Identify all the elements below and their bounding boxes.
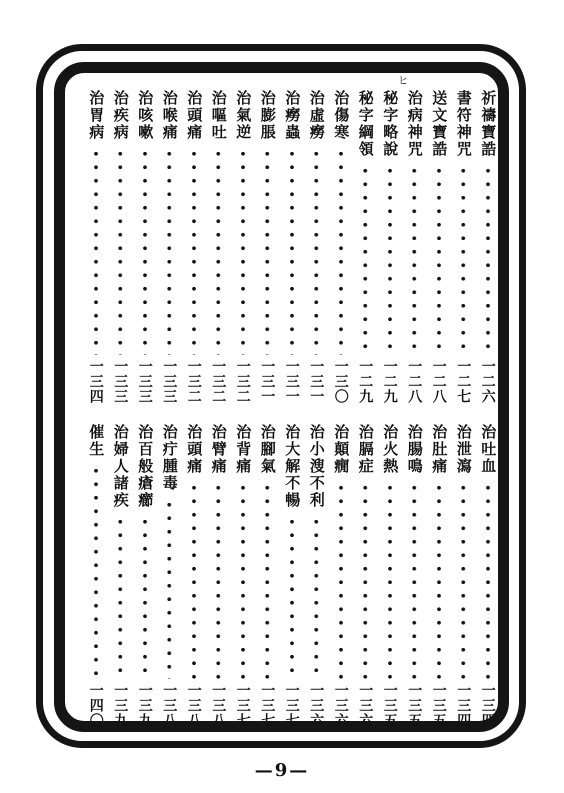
toc-entry-title: 秘字綱領 — [356, 90, 375, 158]
toc-entry-page: 一三一 — [259, 359, 276, 404]
toc-entry-title: 治小溲不利 — [307, 424, 326, 509]
toc-entry-title: 治咳嗽 — [136, 90, 155, 141]
toc-entry-page: 一三四 — [87, 359, 104, 404]
toc-entry — [206, 424, 231, 728]
toc-entry-page: 一三〇 — [332, 359, 349, 404]
toc-entry — [427, 424, 452, 728]
toc-entry-page: 一二六 — [479, 359, 496, 404]
toc-entry-title: 治頭痛 — [185, 424, 204, 475]
leader-dots — [353, 164, 378, 355]
toc-bottom-section — [84, 424, 501, 728]
toc-entry-page: 一三六 — [308, 683, 325, 728]
toc-entry-title: 治疾病 — [111, 90, 130, 141]
toc-top-section — [84, 90, 501, 404]
leader-dots — [255, 147, 280, 355]
toc-entry — [353, 424, 378, 728]
toc-entry-page: 一三三 — [161, 359, 178, 404]
toc-entry-title: 秘字略說 — [381, 90, 400, 158]
toc-entry-page: 一三六 — [357, 683, 374, 728]
toc-entry-page: 一二九 — [357, 359, 374, 404]
toc-entry — [280, 90, 305, 404]
toc-entry-title: 治大解不暢 — [283, 424, 302, 509]
toc-entry-page: 一二八 — [406, 359, 423, 404]
toc-entry — [231, 424, 256, 728]
toc-entry — [231, 90, 256, 404]
toc-entry — [108, 424, 133, 728]
toc-entry-title: 治傷寒 — [332, 90, 351, 141]
leader-dots — [402, 481, 427, 679]
leader-dots — [402, 164, 427, 355]
page-number: —9— — [254, 760, 310, 781]
leader-dots — [329, 147, 354, 355]
toc-entry-title: 祈禱寶誥 — [479, 90, 498, 158]
toc-entry-title: 治百般瘡癤 — [136, 424, 155, 509]
leader-dots — [157, 498, 182, 679]
toc-entry — [206, 90, 231, 404]
toc-entry-page: 一三八 — [210, 683, 227, 728]
toc-entry-title: 治疔腫毒 — [160, 424, 179, 492]
leader-dots — [427, 164, 452, 355]
toc-entry-page: 一三二 — [210, 359, 227, 404]
toc-entry-title: 治腸鳴 — [405, 424, 424, 475]
toc-entry-page: 一三三 — [136, 359, 153, 404]
toc-entry-page: 一三一 — [283, 359, 300, 404]
toc-entry — [378, 90, 403, 404]
toc-entry-page: 一二九 — [381, 359, 398, 404]
toc-entry — [476, 424, 501, 728]
toc-entry — [402, 90, 427, 404]
toc-entry-title: 治病神咒 — [405, 90, 424, 158]
toc-entry — [280, 424, 305, 728]
leader-dots — [451, 164, 476, 355]
leader-dots — [280, 147, 305, 355]
toc-entry-page: 一二八 — [430, 359, 447, 404]
toc-entry — [157, 90, 182, 404]
leader-dots — [133, 515, 158, 679]
leader-dots — [231, 481, 256, 679]
toc-entry-title: 治嘔吐 — [209, 90, 228, 141]
leader-dots — [108, 147, 133, 355]
toc-entry-page: 一三二 — [234, 359, 251, 404]
toc-entry — [451, 424, 476, 728]
toc-entry — [133, 424, 158, 728]
leader-dots — [84, 147, 109, 355]
toc-entry — [329, 424, 354, 728]
toc-entry — [304, 90, 329, 404]
leader-dots — [378, 164, 403, 355]
toc-entry — [157, 424, 182, 728]
leader-dots — [451, 481, 476, 679]
toc-entry-title: 治虛癆 — [307, 90, 326, 141]
leader-dots — [206, 481, 231, 679]
leader-dots — [353, 481, 378, 679]
leader-dots — [182, 481, 207, 679]
leader-dots — [133, 147, 158, 355]
toc-entry — [108, 90, 133, 404]
leader-dots — [304, 147, 329, 355]
leader-dots — [157, 147, 182, 355]
leader-dots — [476, 164, 501, 355]
toc-entry-page: 一三九 — [112, 683, 129, 728]
toc-entry-page: 一三一 — [308, 359, 325, 404]
toc-entry-title: 治氣逆 — [234, 90, 253, 141]
toc-entry-title: 書符神咒 — [454, 90, 473, 158]
toc-entry — [378, 424, 403, 728]
toc-entry-title: 送文寶誥 — [430, 90, 449, 158]
toc-entry-title: 催生 — [87, 424, 106, 458]
leader-dots — [182, 147, 207, 355]
toc-entry-page: 一三七 — [234, 683, 251, 728]
toc-entry-page: 一三五 — [406, 683, 423, 728]
toc-entry — [304, 424, 329, 728]
toc-entry — [427, 90, 452, 404]
leader-dots — [304, 515, 329, 679]
toc-entry-title: 治膈症 — [356, 424, 375, 475]
toc-entry-page: 一三六 — [332, 683, 349, 728]
toc-entry-page: 一三七 — [259, 683, 276, 728]
toc-entry-page: 一三五 — [381, 683, 398, 728]
toc-entry — [353, 90, 378, 404]
toc-entry-page: 一三五 — [430, 683, 447, 728]
toc-entry-title: 治火熱 — [381, 424, 400, 475]
leader-dots — [255, 481, 280, 679]
toc-entry — [84, 90, 109, 404]
toc-entry-page: 一三八 — [185, 683, 202, 728]
leader-dots — [108, 515, 133, 679]
toc-entry-title: 治喉痛 — [160, 90, 179, 141]
toc-entry-page: 一三九 — [136, 683, 153, 728]
toc-entry-title: 治頭痛 — [185, 90, 204, 141]
toc-entry-title: 治顛癇 — [332, 424, 351, 475]
toc-entry-title: 治背痛 — [234, 424, 253, 475]
toc-entry — [255, 424, 280, 728]
toc-entry — [451, 90, 476, 404]
toc-entry — [402, 424, 427, 728]
toc-entry — [255, 90, 280, 404]
leader-dots — [378, 481, 403, 679]
toc-entry — [84, 424, 109, 728]
toc-entry — [182, 424, 207, 728]
toc-entry-title: 治膨脹 — [258, 90, 277, 141]
toc-entry-page: 一三三 — [112, 359, 129, 404]
toc-entry-title: 治泄瀉 — [454, 424, 473, 475]
toc-entry — [329, 90, 354, 404]
leader-dots — [84, 464, 109, 679]
toc-entry-page: 一三八 — [161, 683, 178, 728]
leader-dots — [427, 481, 452, 679]
leader-dots — [329, 481, 354, 679]
toc-entry-page: 一二七 — [455, 359, 472, 404]
toc-entry-title: 治腳氣 — [258, 424, 277, 475]
toc-entry-title: 治臂痛 — [209, 424, 228, 475]
toc-entry-title: 治婦人諸疾 — [111, 424, 130, 509]
leader-dots — [476, 481, 501, 679]
toc-entry-page: 一三四 — [455, 683, 472, 728]
leader-dots — [231, 147, 256, 355]
toc-entry-title: 治吐血 — [479, 424, 498, 475]
toc-entry-page: 一三二 — [185, 359, 202, 404]
leader-dots — [280, 515, 305, 679]
toc-entry-title: 治肚痛 — [430, 424, 449, 475]
toc-entry — [133, 90, 158, 404]
toc-entry-page: 一三七 — [283, 683, 300, 728]
leader-dots — [206, 147, 231, 355]
toc-entry-page: 一三四 — [479, 683, 496, 728]
toc-entry — [476, 90, 501, 404]
toc-entry-page: 一四〇 — [87, 683, 104, 728]
toc-entry — [182, 90, 207, 404]
toc-entry-title: 治胃病 — [87, 90, 106, 141]
stray-mark: ヒ — [398, 76, 408, 87]
toc-entry-title: 治癆蟲 — [283, 90, 302, 141]
